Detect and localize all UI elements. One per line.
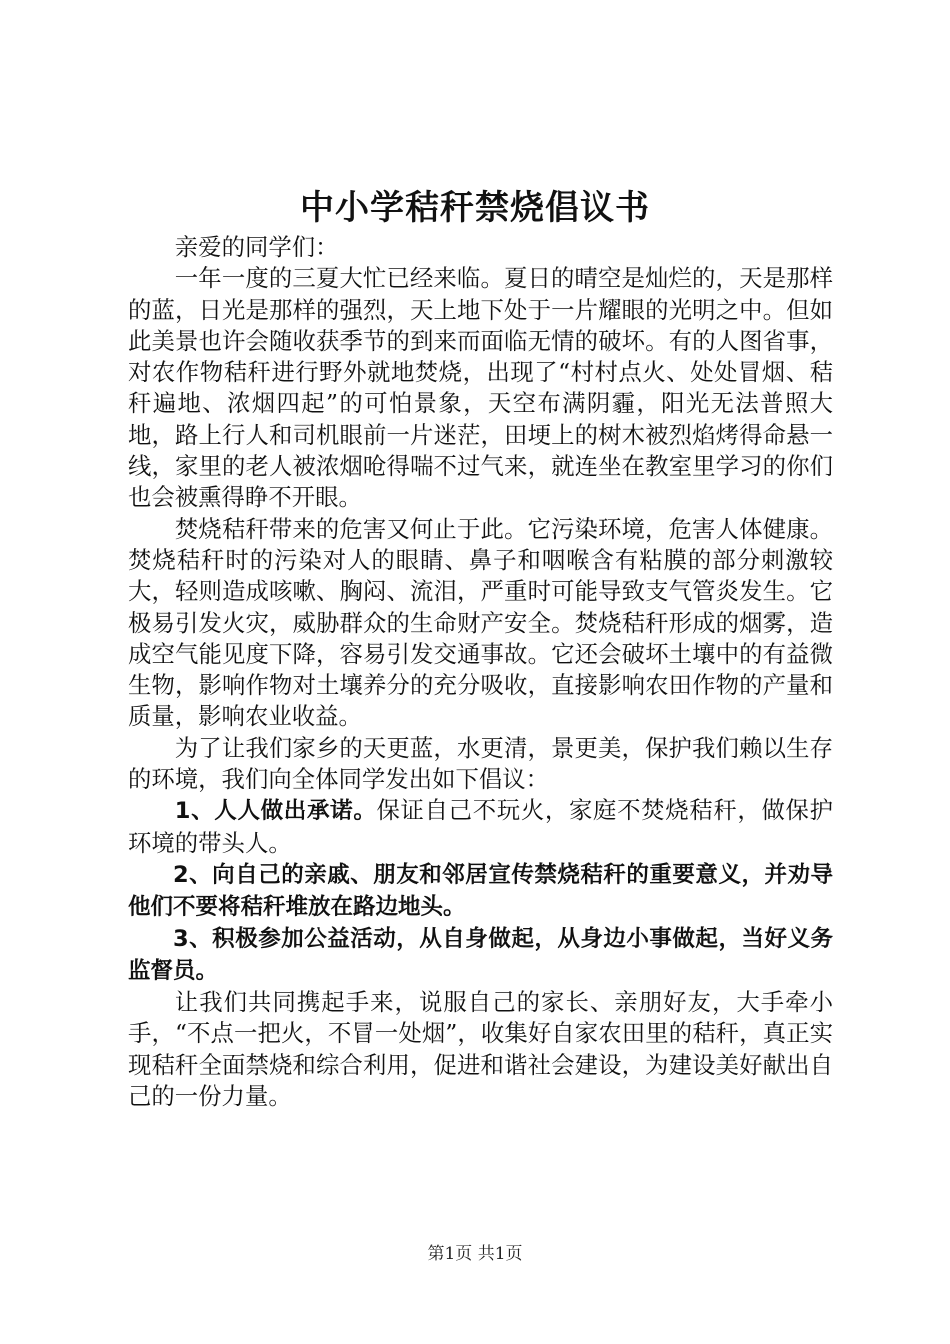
proposal-3: 3、积极参加公益活动，从自身做起，从身边小事做起，当好义务监督员。 [128,925,833,984]
document-title: 中小学秸秆禁烧倡议书 [300,188,650,228]
proposal-1 [128,795,833,859]
paragraph-call: 为了让我们家乡的天更蓝，水更清，景更美，保护我们赖以生存的环境，我们向全体同学发出如下倡议： [128,733,833,794]
greeting: 亲爱的同学们： [174,233,339,261]
document-body [128,232,833,1112]
proposal-1-text: 保证自己不玩火，家庭不焚烧秸秆，做保护环境的带头人。 [128,796,834,857]
paragraph-closing: 让我们共同携起手来，说服自己的家长、亲朋好友，大手牵小手，“不点一把火，不冒一处烟”，收集好自家农田里的秸秆，真正实现秸秆全面禁烧和综合利用，促进和谐社会建设，为建设美好献出自己的一份力量。 [128,987,833,1110]
proposal-2: 2、向自己的亲戚、朋友和邻居宣传禁烧秸秆的重要意义，并劝导他们不要将秸秆堆放在路边地头。 [128,861,833,920]
paragraph-intro: 一年一度的三夏大忙已经来临。夏日的晴空是灿烂的，天是那样的蓝，日光是那样的强烈，天上地下处于一片耀眼的光明之中。但如此美景也许会随收获季节的到来而面临无情的破坏。有的人图省事，对农作物秸秆进行野外就地焚烧，出现了“村村点火、处处冒烟、秸秆遍地、浓烟四起”的可怕景象，天空布满阴霾，阳光无法普照大地，路上行人和司机眼前一片迷茫，田埂上的树木被烈焰烤得命悬一线，家里的老人被浓烟呛得喘不过气来，就连坐在教室里学习的你们也会被熏得睁不开眼。 [128,264,833,512]
page-number-footer: 第1页 共1页 [427,1244,523,1264]
paragraph-hazards: 焚烧秸秆带来的危害又何止于此。它污染环境，危害人体健康。焚烧秸秆时的污染对人的眼睛、鼻子和咽喉含有粘膜的部分刺激较大，轻则造成咳嗽、胸闷、流泪，严重时可能导致支气管炎发生。它极易引发火灾，威胁群众的生命财产安全。焚烧秸秆形成的烟雾，造成空气能见度下降，容易引发交通事故。它还会破坏土壤中的有益微生物，影响作物对土壤养分的充分吸收，直接影响农田作物的产量和质量，影响农业收益。 [128,514,833,731]
proposal-1-lead: 1、人人做出承诺。 [174,798,377,825]
